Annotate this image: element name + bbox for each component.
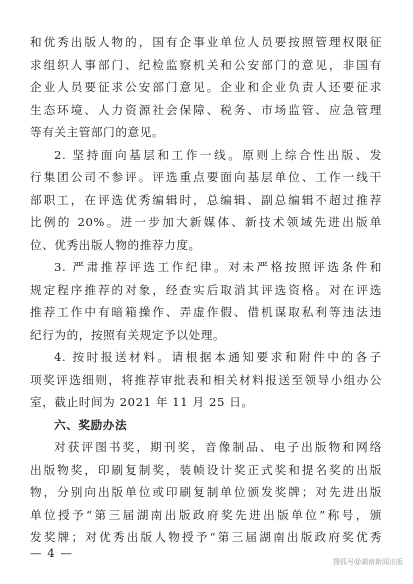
page-number: — 4 — [30, 546, 73, 560]
text-line-19: 对获评图书奖，期刊奖，音像制品、电子出版物和网络 [54, 440, 382, 454]
text-line-14: 纪行为的，按照有关规定予以处理。 [30, 327, 226, 342]
text-line-1: 和优秀出版人物的，国有企事业单位人员要按照管理权限征 [30, 35, 382, 49]
text-line-16: 项奖评选细则，将推荐审批表和相关材料报送至领导小组办公 [30, 372, 382, 387]
text-line-6: 2. 坚持面向基层和工作一线。原则上综合性出版、发 [54, 147, 382, 162]
text-line-7: 行集团公司不参评。评选重点要面向基层单位、工作一线干 [30, 170, 382, 184]
text-line-20: 出版物奖，印刷复制奖，装帧设计奖正式奖和提名奖的出版 [30, 462, 382, 477]
text-line-22: 单位授予“第三届湖南出版政府奖先进出版单位”称号，颁 [30, 507, 382, 522]
text-line-3: 企业人员要征求公安部门意见。企业和企业负责人还要征求 [30, 80, 382, 94]
text-line-8: 部职工，在评选优秀编辑时，总编辑、副总编辑不超过推荐 [30, 192, 382, 207]
text-line-21: 物，分别向出版单位或印刷复制单位颁发奖牌；对先进出版 [30, 485, 382, 499]
text-line-11: 3. 严肃推荐评选工作纪律。对未严格按照评选条件和 [54, 260, 382, 274]
text-line-13: 推荐工作中有暗箱操作、弄虚作假、借机谋取私利等违法违 [30, 305, 382, 319]
text-line-23: 发奖牌；对优秀出版人物授予“第三届湖南出版政府奖优秀 [30, 530, 382, 544]
text-line-12: 规定程序推荐的对象，经查实后取消其评选资格。对在评选 [30, 282, 382, 297]
document-body [30, 31, 382, 549]
text-line-17: 室，截止时间为 2021 年 11 月 25 日。 [30, 395, 254, 409]
text-line-4: 生态环境、人力资源社会保障、税务、市场监管、应急管理 [30, 102, 382, 117]
watermark: 搜狐号@湖南新闻出版 [333, 558, 403, 566]
section-heading: 六、奖励办法 [54, 417, 128, 432]
text-line-5: 等有关主管部门的意见。 [30, 125, 165, 139]
text-line-10: 位、优秀出版人物的推荐力度。 [30, 237, 201, 252]
text-line-9: 比例的 20%。进一步加大新媒体、新技术领域先进出版单 [30, 215, 382, 229]
text-line-15: 4. 按时报送材料。请根据本通知要求和附件中的各子 [54, 350, 382, 364]
text-line-2: 求组织人事部门、纪检监察机关和公安部门的意见，非国有 [30, 57, 382, 72]
